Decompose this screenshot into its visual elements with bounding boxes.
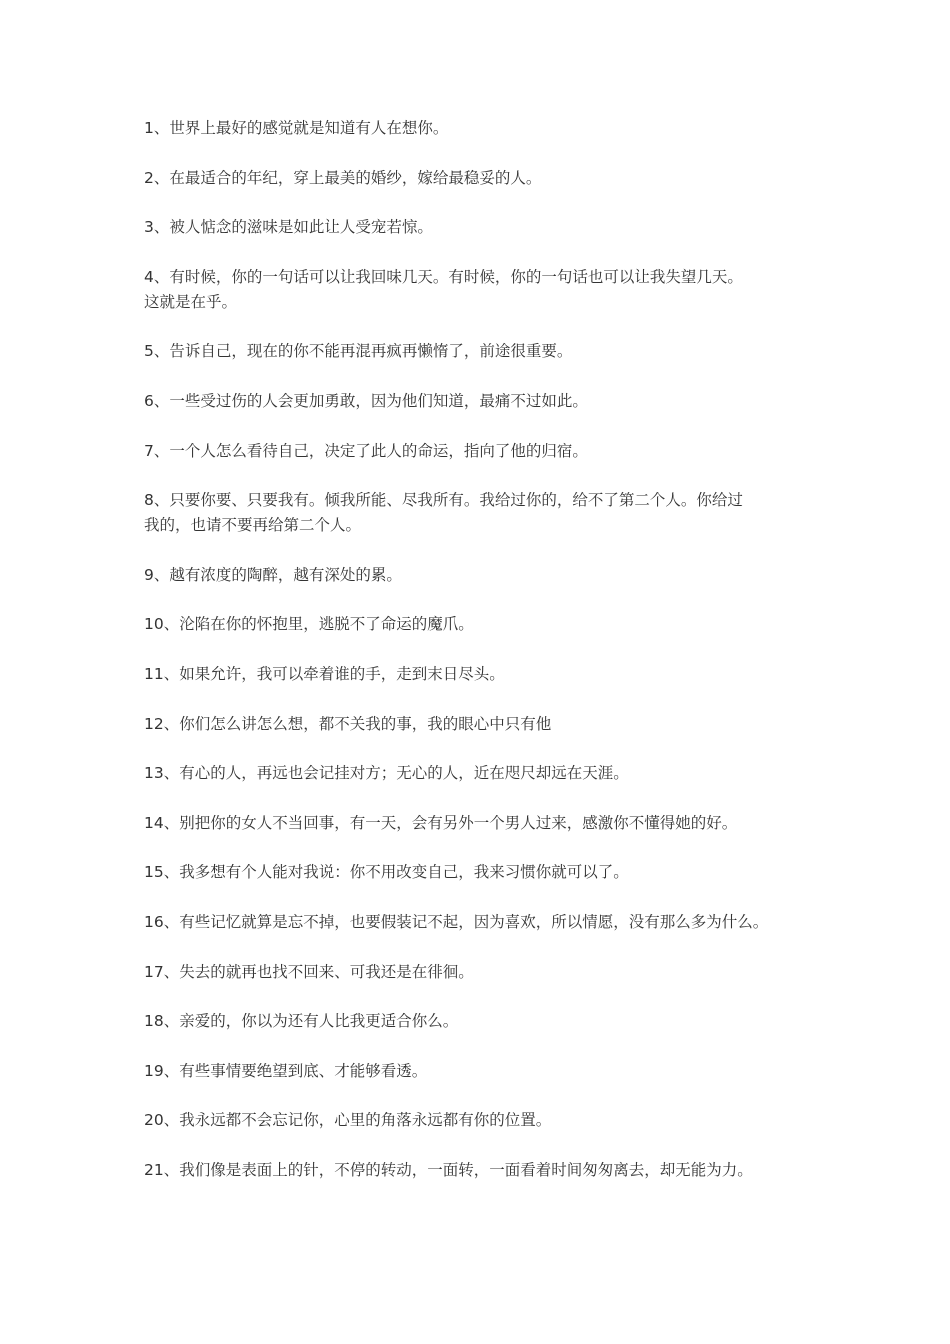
quote-item-10: 10、沦陷在你的怀抱里，逃脱不了命运的魔爪。 xyxy=(144,615,474,634)
quote-item-18: 18、亲爱的，你以为还有人比我更适合你么。 xyxy=(144,1012,459,1031)
quote-item-6: 6、一些受过伤的人会更加勇敢，因为他们知道，最痛不过如此。 xyxy=(144,391,588,410)
quote-item-20: 20、我永远都不会忘记你，心里的角落永远都有你的位置。 xyxy=(144,1111,552,1130)
quote-item-21: 21、我们像是表面上的针，不停的转动，一面转，一面看着时间匆匆离去，却无能为力。 xyxy=(144,1160,753,1179)
quote-item-17: 17、失去的就再也找不回来、可我还是在徘徊。 xyxy=(144,962,474,981)
quote-item-7: 7、一个人怎么看待自己，决定了此人的命运，指向了他的归宿。 xyxy=(144,441,588,460)
quote-item-11: 11、如果允许，我可以牵着谁的手，走到末日尽头。 xyxy=(144,664,505,683)
quote-item-13: 13、有心的人，再远也会记挂对方；无心的人，近在咫尺却远在天涯。 xyxy=(144,764,629,783)
quote-item-12: 12、你们怎么讲怎么想，都不关我的事，我的眼心中只有他 xyxy=(144,714,552,733)
quote-list xyxy=(144,116,824,1207)
quote-item-19: 19、有些事情要绝望到底、才能够看透。 xyxy=(144,1061,428,1080)
quote-item-14: 14、别把你的女人不当回事，有一天，会有另外一个男人过来，感激你不懂得她的好。 xyxy=(144,813,738,832)
quote-item-8: 8、只要你要、只要我有。倾我所能、尽我所有。我给过你的，给不了第二个人。你给过 我的，也请不要再给第二个人。 xyxy=(144,491,743,535)
quote-item-2: 2、在最适合的年纪，穿上最美的婚纱，嫁给最稳妥的人。 xyxy=(144,168,542,187)
quote-item-5: 5、告诉自己，现在的你不能再混再疯再懒惰了，前途很重要。 xyxy=(144,342,573,361)
quote-item-15: 15、我多想有个人能对我说：你不用改变自己，我来习惯你就可以了。 xyxy=(144,863,629,882)
quote-item-1: 1、世界上最好的感觉就是知道有人在想你。 xyxy=(144,119,449,137)
quote-item-9: 9、越有浓度的陶醉，越有深处的累。 xyxy=(144,565,402,584)
quote-item-4: 4、有时候，你的一句话可以让我回味几天。有时候，你的一句话也可以让我失望几天。 这就是在乎。 xyxy=(144,267,743,311)
quote-item-16: 16、有些记忆就算是忘不掉，也要假装记不起，因为喜欢，所以情愿，没有那么多为什么。 xyxy=(144,912,769,931)
quote-item-3: 3、被人惦念的滋味是如此让人受宠若惊。 xyxy=(144,218,433,237)
